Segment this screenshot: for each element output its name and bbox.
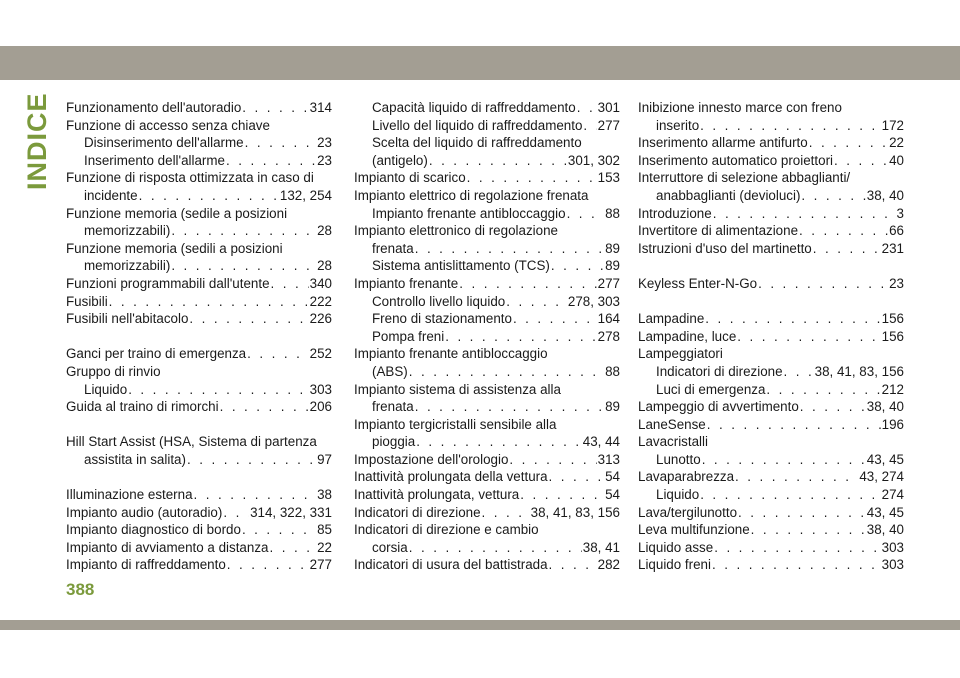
entry-page-ref: 3 — [896, 205, 904, 221]
entry-page-ref: 23 — [889, 275, 904, 291]
index-entry — [638, 117, 904, 135]
entry-page-ref: 206 — [309, 399, 332, 415]
index-entry — [354, 205, 620, 223]
index-entry — [354, 117, 620, 135]
entry-term: Funzione di accesso senza chiave — [66, 117, 270, 133]
entry-term: memorizzabili) — [84, 258, 171, 274]
entry-page-ref: 278, 303 — [567, 293, 620, 309]
index-entry — [66, 451, 332, 469]
index-entry — [638, 433, 904, 451]
index-entry — [638, 205, 904, 223]
index-entry — [354, 345, 620, 363]
leader-dots — [171, 222, 316, 240]
entry-term: frenata — [372, 240, 414, 256]
entry-page-ref: 340 — [309, 275, 332, 291]
index-entry — [354, 169, 620, 187]
leader-dots — [506, 293, 567, 311]
entry-term: Lampeggio di avvertimento — [638, 399, 799, 415]
index-entry — [354, 328, 620, 346]
index-entry — [354, 433, 620, 451]
index-entry — [354, 222, 620, 240]
entry-page-ref: 89 — [605, 240, 620, 256]
index-entry — [66, 504, 332, 522]
entry-term: Inserimento allarme antifurto — [638, 135, 808, 151]
index-entry — [66, 257, 332, 275]
leader-dots — [751, 521, 866, 539]
leader-dots — [801, 187, 865, 205]
index-entry — [354, 556, 620, 574]
entry-page-ref: 226 — [309, 311, 332, 327]
index-spacer — [66, 416, 332, 434]
leader-dots — [223, 504, 249, 522]
index-entry — [354, 293, 620, 311]
index-column-1 — [66, 99, 332, 574]
leader-dots — [809, 134, 888, 152]
entry-term: Livello del liquido di raffreddamento — [372, 117, 583, 133]
index-entry — [638, 328, 904, 346]
leader-dots — [226, 152, 316, 170]
index-entry — [66, 398, 332, 416]
index-entry — [638, 398, 904, 416]
entry-term: Leva multifunzione — [638, 522, 750, 538]
entry-term: Liquido — [656, 487, 700, 503]
index-entry — [66, 381, 332, 399]
index-entry — [638, 345, 904, 363]
entry-term: Pompa freni — [372, 328, 445, 344]
index-entry — [66, 152, 332, 170]
index-entry — [638, 521, 904, 539]
entry-page-ref: 43, 274 — [859, 469, 904, 485]
leader-dots — [577, 99, 597, 117]
entry-page-ref: 85 — [317, 522, 332, 538]
entry-page-ref: 156 — [881, 311, 904, 327]
entry-term: Lunotto — [656, 451, 701, 467]
entry-term: Funzione memoria (sedili a posizioni — [66, 240, 283, 256]
index-entry — [354, 99, 620, 117]
index-entry — [638, 486, 904, 504]
index-entry — [354, 486, 620, 504]
entry-page-ref: 314 — [309, 100, 332, 115]
entry-term: Indicatori di usura del battistrada — [354, 557, 548, 573]
entry-page-ref: 28 — [317, 258, 332, 274]
leader-dots — [735, 468, 858, 486]
entry-page-ref: 88 — [605, 363, 620, 379]
page-number: 388 — [66, 580, 95, 599]
index-entry — [638, 240, 904, 258]
entry-term: Lampeggiatori — [638, 346, 723, 362]
entry-term: LaneSense — [638, 416, 706, 432]
leader-dots — [738, 504, 866, 522]
entry-page-ref: 252 — [309, 346, 332, 362]
leader-dots — [520, 486, 604, 504]
leader-dots — [700, 486, 880, 504]
index-entry — [66, 310, 332, 328]
entry-term: Inattività prolungata della vettura — [354, 469, 548, 485]
section-tab: INDICE — [22, 92, 52, 190]
leader-dots — [714, 539, 880, 557]
leader-dots — [245, 134, 317, 152]
entry-term: Lavacristalli — [638, 434, 708, 450]
index-entry — [638, 187, 904, 205]
entry-page-ref: 38, 41, 83, 156 — [530, 504, 620, 520]
entry-term: Istruzioni d'uso del martinetto — [638, 240, 812, 256]
entry-page-ref: 156 — [881, 328, 904, 344]
entry-term: Sistema antislittamento (TCS) — [372, 258, 550, 274]
entry-page-ref: 132, 254 — [279, 187, 332, 203]
index-entry — [354, 504, 620, 522]
entry-term: Impianto sistema di assistenza alla — [354, 381, 561, 397]
entry-term: Capacità liquido di raffreddamento — [372, 100, 576, 115]
entry-page-ref: 23 — [317, 152, 332, 168]
index-spacer — [66, 468, 332, 486]
leader-dots — [707, 416, 881, 434]
leader-dots — [784, 363, 814, 381]
leader-dots — [220, 398, 309, 416]
entry-term: Gruppo di rinvio — [66, 363, 161, 379]
entry-page-ref: 314, 322, 331 — [250, 504, 332, 520]
entry-page-ref: 277 — [597, 117, 620, 133]
entry-page-ref: 89 — [605, 399, 620, 415]
entry-page-ref: 282 — [597, 557, 620, 573]
entry-page-ref: 303 — [309, 381, 332, 397]
entry-term: Impianto frenante antibloccaggio — [372, 205, 566, 221]
index-entry — [638, 451, 904, 469]
entry-term: Impianto di raffreddamento — [66, 557, 226, 573]
index-entry — [638, 222, 904, 240]
leader-dots — [415, 240, 604, 258]
index-entry — [354, 381, 620, 399]
index-entry — [638, 539, 904, 557]
leader-dots — [187, 451, 316, 469]
leader-dots — [242, 99, 308, 117]
entry-page-ref: 38 — [317, 487, 332, 503]
entry-page-ref: 97 — [317, 451, 332, 467]
index-entry — [354, 363, 620, 381]
leader-dots — [194, 486, 317, 504]
index-entry — [66, 293, 332, 311]
index-entry — [66, 539, 332, 557]
entry-page-ref: 38, 40 — [866, 399, 904, 415]
entry-term: Lampadine, luce — [638, 328, 737, 344]
entry-page-ref: 43, 44 — [582, 434, 620, 450]
entry-page-ref: 54 — [605, 487, 620, 503]
entry-term: Liquido — [84, 381, 128, 397]
index-entry — [354, 187, 620, 205]
index-entry — [638, 556, 904, 574]
index-entry — [354, 257, 620, 275]
leader-dots — [702, 451, 866, 469]
index-entry — [638, 363, 904, 381]
entry-page-ref: 38, 41 — [582, 539, 620, 555]
entry-term: inserito — [656, 117, 700, 133]
entry-term: Fusibili — [66, 293, 108, 309]
entry-term: (ABS) — [372, 363, 408, 379]
leader-dots — [713, 205, 896, 223]
leader-dots — [700, 117, 880, 135]
entry-page-ref: 278 — [597, 328, 620, 344]
entry-term: Impianto elettrico di regolazione frenata — [354, 187, 589, 203]
entry-term: Inserimento automatico proiettori — [638, 152, 834, 168]
entry-term: Scelta del liquido di raffreddamento — [372, 135, 582, 151]
index-entry — [66, 117, 332, 135]
entry-term: Impostazione dell'orologio — [354, 451, 509, 467]
entry-page-ref: 164 — [597, 311, 620, 327]
index-spacer — [638, 257, 904, 275]
index-spacer — [66, 328, 332, 346]
entry-page-ref: 43, 45 — [866, 504, 904, 520]
entry-term: Luci di emergenza — [656, 381, 766, 397]
entry-term: Controllo livello liquido — [372, 293, 506, 309]
entry-term: Ganci per traino di emergenza — [66, 346, 247, 362]
index-entry — [354, 240, 620, 258]
index-entry — [354, 275, 620, 293]
index-entry — [638, 310, 904, 328]
index-entry — [66, 345, 332, 363]
entry-term: frenata — [372, 399, 414, 415]
entry-term: Liquido asse — [638, 539, 714, 555]
entry-page-ref: 54 — [605, 469, 620, 485]
index-entry — [66, 275, 332, 293]
leader-dots — [247, 345, 309, 363]
index-entry — [354, 134, 620, 152]
index-entry — [638, 99, 904, 117]
entry-term: corsia — [372, 539, 408, 555]
index-entry — [66, 205, 332, 223]
leader-dots — [128, 381, 308, 399]
leader-dots — [409, 539, 582, 557]
entry-page-ref: 28 — [317, 223, 332, 239]
entry-term: Impianto di scarico — [354, 170, 466, 186]
entry-term: Disinserimento dell'allarme — [84, 135, 244, 151]
entry-term: Inattività prolungata, vettura — [354, 487, 520, 503]
index-entry — [354, 152, 620, 170]
leader-dots — [551, 257, 604, 275]
leader-dots — [109, 293, 309, 311]
leader-dots — [429, 152, 567, 170]
entry-term: Inserimento dell'allarme — [84, 152, 225, 168]
entry-page-ref: 212 — [881, 381, 904, 397]
entry-term: Keyless Enter-N-Go — [638, 275, 758, 291]
entry-term: Interruttore di selezione abbaglianti/ — [638, 170, 851, 186]
entry-term: Lava/tergilunotto — [638, 504, 738, 520]
entry-term: Illuminazione esterna — [66, 487, 193, 503]
index-entry — [66, 187, 332, 205]
entry-term: Indicatori di direzione — [354, 504, 481, 520]
leader-dots — [834, 152, 888, 170]
entry-page-ref: 88 — [605, 205, 620, 221]
index-entry — [638, 416, 904, 434]
entry-page-ref: 66 — [889, 223, 904, 239]
leader-dots — [445, 328, 596, 346]
index-entry — [66, 99, 332, 117]
index-entry — [354, 468, 620, 486]
leader-dots — [766, 381, 880, 399]
entry-term: Impianto frenante antibloccaggio — [354, 346, 548, 362]
entry-term: Funzioni programmabili dall'utente — [66, 275, 270, 291]
leader-dots — [242, 521, 316, 539]
entry-term: assistita in salita) — [84, 451, 186, 467]
entry-term: Guida al traino di rimorchi — [66, 399, 219, 415]
leader-dots — [567, 205, 605, 223]
index-entry — [66, 521, 332, 539]
index-entry — [354, 521, 620, 539]
entry-term: Funzione di risposta ottimizzata in caso di — [66, 170, 314, 186]
entry-page-ref: 231 — [881, 240, 904, 256]
index-entry — [66, 222, 332, 240]
index-entry — [354, 416, 620, 434]
entry-page-ref: 196 — [881, 416, 904, 432]
index-spacer — [638, 293, 904, 311]
entry-term: Impianto tergicristalli sensibile alla — [354, 416, 557, 432]
index-column-3 — [638, 99, 904, 574]
leader-dots — [227, 556, 309, 574]
entry-page-ref: 313 — [597, 451, 620, 467]
index-entry — [66, 363, 332, 381]
leader-dots — [409, 363, 604, 381]
entry-term: Lavaparabrezza — [638, 469, 735, 485]
leader-dots — [416, 433, 582, 451]
index-entry — [66, 134, 332, 152]
leader-dots — [271, 275, 309, 293]
entry-term: Invertitore di alimentazione — [638, 223, 799, 239]
entry-term: pioggia — [372, 434, 416, 450]
leader-dots — [813, 240, 881, 258]
entry-term: Indicatori di direzione — [656, 363, 783, 379]
entry-page-ref: 38, 40 — [866, 522, 904, 538]
entry-page-ref: 277 — [597, 275, 620, 291]
entry-page-ref: 89 — [605, 258, 620, 274]
entry-page-ref: 40 — [889, 152, 904, 168]
entry-page-ref: 43, 45 — [866, 451, 904, 467]
index-entry — [638, 504, 904, 522]
entry-term: Hill Start Assist (HSA, Sistema di partenza — [66, 434, 317, 450]
leader-dots — [583, 117, 596, 135]
header-band — [0, 46, 960, 80]
index-entry — [638, 275, 904, 293]
entry-term: Liquido freni — [638, 557, 711, 573]
entry-page-ref: 222 — [309, 293, 332, 309]
leader-dots — [171, 257, 316, 275]
leader-dots — [459, 275, 596, 293]
index-entry — [354, 398, 620, 416]
entry-term: Impianto audio (autoradio) — [66, 504, 223, 520]
leader-dots — [482, 504, 530, 522]
index-entry — [638, 381, 904, 399]
index-entry — [66, 556, 332, 574]
index-entry — [354, 310, 620, 328]
entry-term: Impianto elettronico di regolazione — [354, 223, 558, 239]
entry-page-ref: 38, 41, 83, 156 — [814, 363, 904, 379]
entry-term: Funzionamento dell'autoradio — [66, 100, 242, 115]
entry-page-ref: 153 — [597, 170, 620, 186]
index-entry — [66, 433, 332, 451]
index-entry — [66, 486, 332, 504]
entry-term: Lampadine — [638, 311, 705, 327]
entry-page-ref: 172 — [881, 117, 904, 133]
index-entry — [354, 451, 620, 469]
leader-dots — [758, 275, 888, 293]
entry-page-ref: 303 — [881, 539, 904, 555]
leader-dots — [513, 310, 597, 328]
entry-term: Inibizione innesto marce con freno — [638, 100, 842, 115]
leader-dots — [800, 398, 866, 416]
leader-dots — [415, 398, 604, 416]
entry-term: Freno di stazionamento — [372, 311, 512, 327]
footer-band — [0, 620, 960, 630]
index-entry — [66, 240, 332, 258]
entry-term: Indicatori di direzione e cambio — [354, 522, 539, 538]
index-entry — [354, 539, 620, 557]
index-entry — [638, 152, 904, 170]
index-column-2 — [354, 99, 620, 574]
index-entry — [638, 134, 904, 152]
entry-page-ref: 274 — [881, 487, 904, 503]
leader-dots — [737, 328, 880, 346]
entry-term: Introduzione — [638, 205, 712, 221]
entry-page-ref: 22 — [889, 135, 904, 151]
leader-dots — [189, 310, 308, 328]
index-entry — [638, 468, 904, 486]
entry-term: Impianto di avviamento a distanza — [66, 539, 269, 555]
index-entry — [638, 169, 904, 187]
leader-dots — [712, 556, 881, 574]
leader-dots — [549, 468, 605, 486]
leader-dots — [509, 451, 596, 469]
entry-page-ref: 38, 40 — [866, 187, 904, 203]
entry-term: Impianto frenante — [354, 275, 459, 291]
entry-term: (antigelo) — [372, 152, 428, 168]
leader-dots — [269, 539, 316, 557]
leader-dots — [799, 222, 888, 240]
leader-dots — [549, 556, 597, 574]
entry-term: Funzione memoria (sedile a posizioni — [66, 205, 288, 221]
entry-term: incidente — [84, 187, 138, 203]
entry-page-ref: 303 — [881, 557, 904, 573]
entry-page-ref: 23 — [317, 135, 332, 151]
index-entry — [66, 169, 332, 187]
leader-dots — [467, 169, 597, 187]
entry-term: Impianto diagnostico di bordo — [66, 522, 241, 538]
leader-dots — [139, 187, 279, 205]
entry-page-ref: 277 — [309, 557, 332, 573]
entry-page-ref: 301, 302 — [567, 152, 620, 168]
entry-page-ref: 22 — [317, 539, 332, 555]
entry-term: Fusibili nell'abitacolo — [66, 311, 189, 327]
entry-term: memorizzabili) — [84, 223, 171, 239]
entry-page-ref: 301 — [597, 100, 620, 115]
leader-dots — [705, 310, 880, 328]
entry-term: anabbaglianti (devioluci) — [656, 187, 801, 203]
